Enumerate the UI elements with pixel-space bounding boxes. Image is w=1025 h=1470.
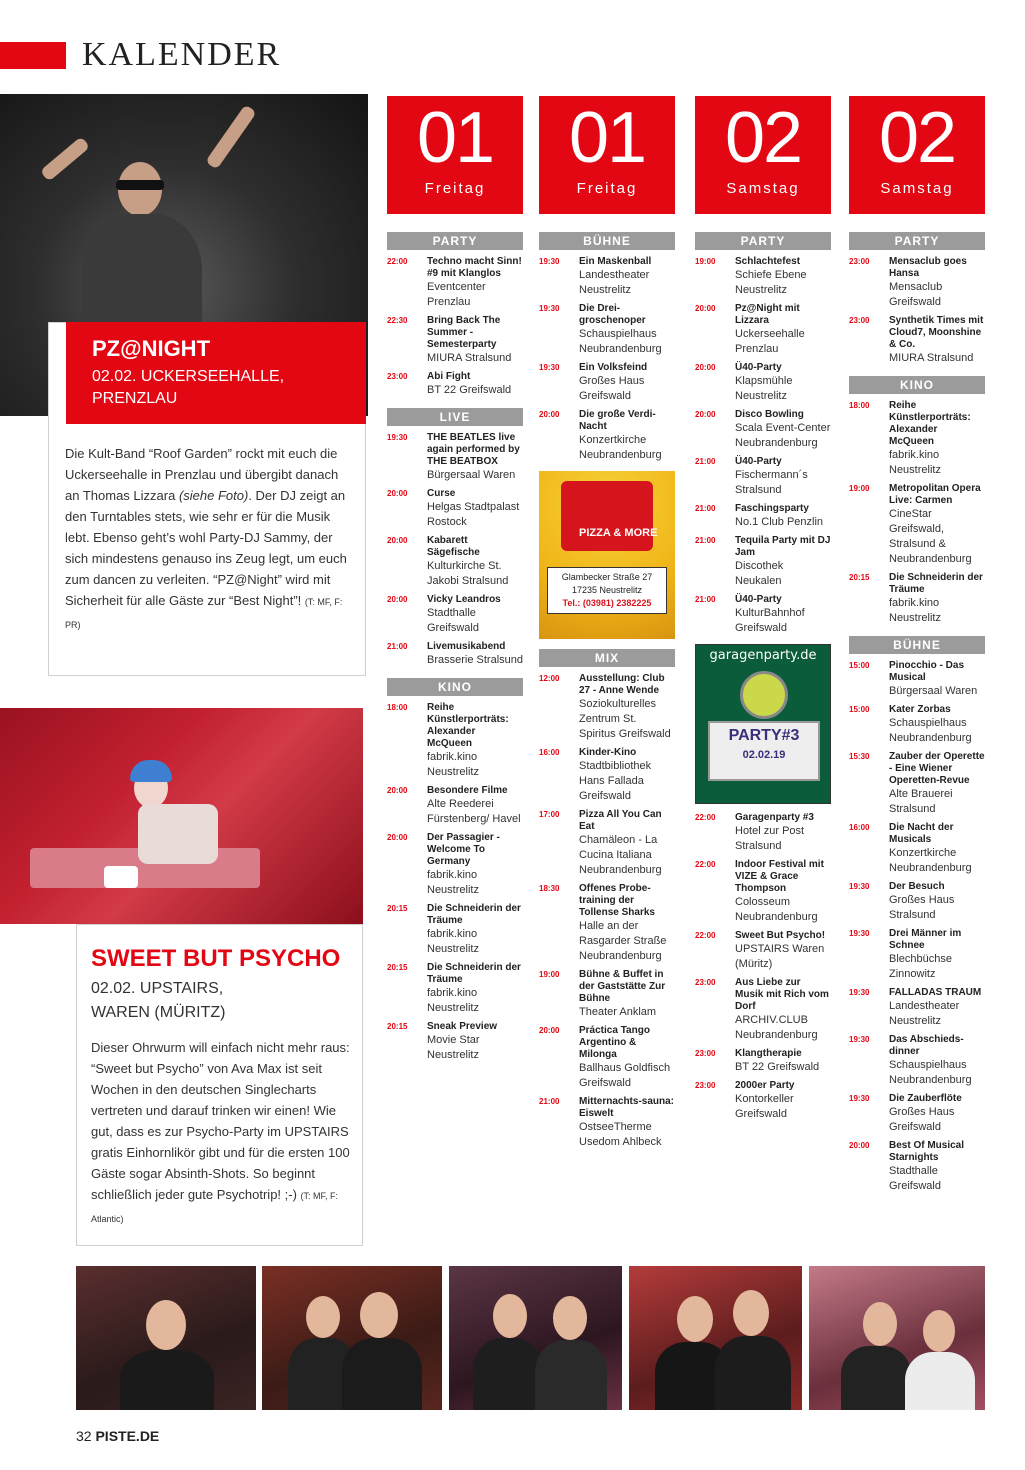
pizza-logo — [561, 481, 653, 551]
event-title: Best Of Musical Starnights — [889, 1140, 965, 1163]
event-title: Ü40-Party — [735, 594, 782, 605]
event-venue: CineStar Greifswald, Stralsund & Neubrandenburg — [889, 508, 972, 565]
event-venue: Bürgersaal Waren — [427, 469, 516, 481]
event-time: 15:00 — [849, 661, 870, 670]
event-title: Die Schneiderin der Träume — [889, 572, 983, 595]
event-time: 21:00 — [695, 504, 716, 513]
event-entry — [387, 1021, 523, 1063]
garagenparty-url: garagenparty.de — [696, 645, 830, 667]
event-title: Curse — [427, 488, 456, 499]
event-entry — [695, 859, 831, 925]
event-venue: Movie Star Neustrelitz — [427, 1034, 480, 1061]
event-title: Reihe Künstlerporträts: Alexander McQueen — [889, 400, 971, 447]
event-entry — [849, 660, 985, 699]
event-venue: Großes Haus Greifswald — [579, 375, 645, 402]
event-venue: KulturBahnhof Greifswald — [735, 607, 805, 634]
event-title: Bring Back The Summer - Semesterparty — [427, 315, 501, 350]
event-venue: ARCHIV.CLUB Neubrandenburg — [735, 1014, 818, 1041]
event-title: Livemusikabend — [427, 641, 506, 652]
event-entry — [695, 409, 831, 451]
event-time: 23:00 — [387, 372, 408, 381]
event-venue: Landestheater Neustrelitz — [579, 269, 650, 296]
feature-pznight-text: Die Kult-Band “Roof Garden” rockt mit euch die Uckerseehalle in Prenzlau und übergibt danach an Thomas Lizzara (siehe Foto). Der DJ zeigt an den Turntables stets, wie sehr er für die Musik lebt. Ebenso geht’s wohl Party-DJ Sammy, der sich mindestens genauso ins Zeug legt, um euch zum dancen zu verleiten. “PZ@Night” wird mit Sicherheit für alle Gäste zur “Best Night”! (T: MF, F: PR) — [65, 446, 347, 630]
event-entry — [387, 702, 523, 780]
event-time: 19:30 — [539, 304, 560, 313]
event-title: Kater Zorbas — [889, 704, 951, 715]
event-entry — [695, 256, 831, 298]
event-venue: fabrik.kino Neustrelitz — [889, 449, 941, 476]
page-title: KALENDER — [82, 36, 282, 73]
party-photo-3 — [449, 1266, 622, 1410]
event-entry — [849, 751, 985, 817]
event-venue: Hotel zur Post Stralsund — [735, 825, 805, 852]
event-title: Abi Fight — [427, 371, 471, 382]
event-venue: Halle an der Rasgarder Straße Neubrandenburg — [579, 920, 667, 962]
event-title: Klangtherapie — [735, 1048, 802, 1059]
event-entry — [849, 704, 985, 746]
event-entry — [849, 572, 985, 626]
category-party: PARTY — [849, 232, 985, 250]
event-time: 22:00 — [695, 860, 716, 869]
event-entry — [849, 987, 985, 1029]
event-venue: Schauspielhaus Neubrandenburg — [889, 717, 972, 744]
event-entry — [695, 535, 831, 589]
page-number: 32 — [76, 1428, 92, 1444]
event-time: 20:00 — [695, 410, 716, 419]
event-title: Pizza All You Can Eat — [579, 809, 662, 832]
event-time: 19:00 — [849, 484, 870, 493]
calendar-column-2 — [539, 232, 675, 1155]
event-title: Sneak Preview — [427, 1021, 498, 1032]
pizza-logo-text: PIZZA & MORE — [579, 527, 658, 539]
event-entry — [695, 503, 831, 530]
calendar-column-3 — [695, 232, 831, 1127]
event-entry — [849, 928, 985, 982]
event-title: Kinder-Kino — [579, 747, 637, 758]
event-time: 15:30 — [849, 752, 870, 761]
date-block-1: 01 Freitag — [387, 96, 523, 214]
event-entry — [387, 488, 523, 530]
event-time: 16:00 — [849, 823, 870, 832]
event-title: Die Schneiderin der Träume — [427, 962, 521, 985]
event-title: Sweet But Psycho! — [735, 930, 826, 941]
event-time: 20:00 — [539, 1026, 560, 1035]
event-title: Ein Volksfeind — [579, 362, 648, 373]
event-entry — [539, 1096, 675, 1150]
event-time: 23:00 — [695, 978, 716, 987]
event-time: 23:00 — [695, 1081, 716, 1090]
event-entry — [387, 832, 523, 898]
event-title: Schlachtefest — [735, 256, 801, 267]
event-venue: Eventcenter Prenzlau — [427, 281, 486, 308]
calendar-column-4 — [849, 232, 985, 1199]
category-live: LIVE — [387, 408, 523, 426]
event-time: 21:00 — [695, 595, 716, 604]
event-time: 22:30 — [387, 316, 408, 325]
event-venue: Bürgersaal Waren — [889, 685, 978, 697]
event-title: Mitternachts-sauna: Eiswelt — [579, 1096, 675, 1119]
event-time: 20:00 — [695, 304, 716, 313]
event-title: Práctica Tango Argentino & Milonga — [579, 1025, 650, 1060]
event-title: Disco Bowling — [735, 409, 804, 420]
event-entry — [695, 362, 831, 404]
event-title: Zauber der Operette - Eine Wiener Operetten-Revue — [889, 751, 985, 786]
event-venue: Großes Haus Greifswald — [889, 1106, 955, 1133]
event-time: 21:00 — [695, 457, 716, 466]
event-entry — [695, 930, 831, 972]
event-time: 19:30 — [849, 1094, 870, 1103]
event-entry — [849, 881, 985, 923]
event-time: 16:00 — [539, 748, 560, 757]
event-entry — [539, 256, 675, 298]
event-venue: Klapsmühle Neustrelitz — [735, 375, 793, 402]
event-time: 18:00 — [387, 703, 408, 712]
party-photo-5 — [809, 1266, 985, 1410]
category-buehne: BÜHNE — [849, 636, 985, 654]
event-time: 22:00 — [695, 813, 716, 822]
event-entry — [387, 315, 523, 366]
event-time: 22:00 — [695, 931, 716, 940]
event-title: Pinocchio - Das Musical — [889, 660, 965, 683]
event-title: Die große Verdi-Nacht — [579, 409, 656, 432]
event-title: Offenes Probe-training der Tollense Sharks — [579, 883, 655, 918]
event-title: 2000er Party — [735, 1080, 795, 1091]
event-title: THE BEATLES live again performed by THE BEATBOX — [427, 432, 520, 467]
event-time: 18:00 — [849, 401, 870, 410]
event-time: 20:00 — [387, 786, 408, 795]
event-time: 19:00 — [695, 257, 716, 266]
event-title: Bühne & Buffet in der Gaststätte Zur Bühne — [579, 969, 666, 1004]
event-title: Ü40-Party — [735, 456, 782, 467]
event-title: Synthetik Times mit Cloud7, Moonshine & Co. — [889, 315, 984, 350]
event-title: Aus Liebe zur Musik mit Rich vom Dorf — [735, 977, 829, 1012]
event-entry — [539, 409, 675, 463]
event-title: Kabarett Sägefische — [427, 535, 480, 558]
event-venue: BT 22 Greifswald — [427, 384, 512, 396]
event-time: 23:00 — [849, 316, 870, 325]
event-title: Techno macht Sinn! #9 mit Klanglos — [427, 256, 522, 279]
event-venue: fabrik.kino Neustrelitz — [889, 597, 941, 624]
event-entry — [387, 535, 523, 589]
event-venue: Theater Anklam — [579, 1006, 657, 1018]
event-entry — [695, 1048, 831, 1075]
event-time: 21:00 — [539, 1097, 560, 1106]
brand-name: PISTE.DE — [95, 1428, 160, 1444]
event-title: Die Zauberflöte — [889, 1093, 962, 1104]
event-title: Die Nacht der Musicals — [889, 822, 954, 845]
event-venue: Soziokulturelles Zentrum St. Spiritus Greifswald — [579, 698, 671, 740]
event-time: 20:15 — [849, 573, 870, 582]
event-time: 20:00 — [849, 1141, 870, 1150]
event-venue: Fischermann´s Stralsund — [735, 469, 808, 496]
category-kino: KINO — [387, 678, 523, 696]
date-block-4: 02 Samstag — [849, 96, 985, 214]
event-title: Vicky Leandros — [427, 594, 501, 605]
event-entry — [849, 1093, 985, 1135]
event-venue: fabrik.kino Neustrelitz — [427, 869, 479, 896]
event-entry — [849, 483, 985, 567]
garagenparty-card: PARTY#3 02.02.19 — [708, 721, 820, 781]
sweet-but-psycho-photo — [0, 708, 363, 924]
event-venue: Ballhaus Goldfisch Greifswald — [579, 1062, 671, 1089]
party-photo-1 — [76, 1266, 256, 1410]
event-venue: Kulturkirche St. Jakobi Stralsund — [427, 560, 509, 587]
event-venue: No.1 Club Penzlin — [735, 516, 824, 528]
event-time: 19:30 — [387, 433, 408, 442]
event-venue: fabrik.kino Neustrelitz — [427, 987, 479, 1014]
feature-pznight-title: PZ@NIGHT — [92, 336, 211, 361]
event-entry — [849, 400, 985, 478]
category-party: PARTY — [695, 232, 831, 250]
event-venue: fabrik.kino Neustrelitz — [427, 751, 479, 778]
event-entry — [387, 256, 523, 310]
event-time: 23:00 — [695, 1049, 716, 1058]
event-title: Metropolitan Opera Live: Carmen — [889, 483, 981, 506]
event-time: 18:30 — [539, 884, 560, 893]
event-entry — [695, 303, 831, 357]
event-time: 19:30 — [539, 363, 560, 372]
event-time: 20:15 — [387, 904, 408, 913]
event-entry — [539, 747, 675, 804]
event-time: 20:00 — [387, 489, 408, 498]
event-venue: Uckerseehalle Prenzlau — [735, 328, 805, 355]
event-entry — [387, 785, 523, 827]
pizza-advertisement — [539, 471, 675, 639]
event-entry — [695, 1080, 831, 1122]
event-title: Pz@Night mit Lizzara — [735, 303, 800, 326]
event-venue: Schiefe Ebene Neustrelitz — [735, 269, 807, 296]
feature-pznight-label — [66, 322, 366, 424]
garagenparty-badge — [740, 671, 788, 719]
event-venue: Schauspielhaus Neubrandenburg — [889, 1059, 972, 1086]
event-time: 19:30 — [849, 882, 870, 891]
event-entry — [849, 822, 985, 876]
event-entry — [387, 903, 523, 957]
feature-psycho-text: Dieser Ohrwurm will einfach nicht mehr raus: “Sweet but Psycho” von Ava Max ist seit Wochen in den deutschen Singlecharts vertreten und darauf trinken wir einen! Wie gut, dass es zur Psycho-Party im UPSTAIRS gratis Einhornlikör gibt und für die ersten 100 Gäste sogar Absinth-Shots. So beginnt schließlich jeder gute Psychotrip! ;-) (T: MF, F: Atlantic) — [91, 1040, 350, 1224]
feature-psycho-subtitle: 02.02. UPSTAIRS, WAREN (MÜRITZ) — [91, 980, 226, 1021]
event-entry — [387, 641, 523, 668]
event-entry — [387, 594, 523, 636]
page-footer — [76, 1428, 159, 1444]
event-time: 21:00 — [695, 536, 716, 545]
event-entry — [387, 962, 523, 1016]
event-time: 19:30 — [849, 929, 870, 938]
event-venue: BT 22 Greifswald — [735, 1061, 820, 1073]
event-time: 21:00 — [387, 642, 408, 651]
event-entry — [539, 362, 675, 404]
event-venue: Schauspielhaus Neubrandenburg — [579, 328, 662, 355]
event-venue: Stadthalle Greifswald — [427, 607, 479, 634]
garagenparty-advertisement — [695, 644, 831, 804]
event-entry — [849, 1140, 985, 1194]
event-time: 19:30 — [849, 988, 870, 997]
event-title: Die Drei-groschenoper — [579, 303, 646, 326]
event-entry — [695, 456, 831, 498]
event-venue: Stadthalle Greifswald — [889, 1165, 941, 1192]
event-venue: Stadtbibliothek Hans Fallada Greifswald — [579, 760, 652, 802]
event-venue: fabrik.kino Neustrelitz — [427, 928, 479, 955]
event-entry — [849, 315, 985, 366]
event-time: 20:15 — [387, 1022, 408, 1031]
event-venue: Scala Event-Center Neubrandenburg — [735, 422, 831, 449]
event-title: Indoor Festival mit VIZE & Grace Thompson — [735, 859, 824, 894]
event-entry — [695, 977, 831, 1043]
event-time: 20:00 — [387, 595, 408, 604]
event-time: 19:30 — [539, 257, 560, 266]
category-mix: MIX — [539, 649, 675, 667]
event-entry — [539, 303, 675, 357]
event-title: Garagenparty #3 — [735, 812, 814, 823]
calendar-column-1 — [387, 232, 523, 1068]
event-venue: OstseeTherme Usedom Ahlbeck — [579, 1121, 662, 1148]
header-accent-bar — [0, 42, 66, 69]
event-entry — [849, 256, 985, 310]
event-venue: Konzertkirche Neubrandenburg — [889, 847, 972, 874]
event-time: 19:30 — [849, 1035, 870, 1044]
event-time: 12:00 — [539, 674, 560, 683]
event-title: Der Passagier - Welcome To Germany — [427, 832, 500, 867]
event-time: 22:00 — [387, 257, 408, 266]
event-time: 20:00 — [695, 363, 716, 372]
category-buehne: BÜHNE — [539, 232, 675, 250]
date-block-2: 01 Freitag — [539, 96, 675, 214]
event-entry — [695, 812, 831, 854]
event-venue: Chamäleon - La Cucina Italiana Neubrandenburg — [579, 834, 662, 876]
event-title: Ein Maskenball — [579, 256, 652, 267]
event-title: Das Abschieds-dinner — [889, 1034, 964, 1057]
event-title: Die Schneiderin der Träume — [427, 903, 521, 926]
event-entry — [539, 883, 675, 964]
event-title: Besondere Filme — [427, 785, 508, 796]
feature-pznight-subtitle: 02.02. UCKERSEEHALLE, PRENZLAU — [92, 368, 285, 407]
event-title: Ü40-Party — [735, 362, 782, 373]
event-entry — [695, 594, 831, 636]
event-title: Reihe Künstlerporträts: Alexander McQueen — [427, 702, 509, 749]
event-venue: Helgas Stadtpalast Rostock — [427, 501, 520, 528]
event-venue: Colosseum Neubrandenburg — [735, 896, 818, 923]
event-time: 20:15 — [387, 963, 408, 972]
category-party: PARTY — [387, 232, 523, 250]
event-venue: UPSTAIRS Waren (Müritz) — [735, 943, 825, 970]
event-title: Faschingsparty — [735, 503, 809, 514]
party-photo-2 — [262, 1266, 442, 1410]
party-photo-4 — [629, 1266, 802, 1410]
event-venue: Discothek Neukalen — [735, 560, 784, 587]
event-time: 19:00 — [539, 970, 560, 979]
event-venue: Landestheater Neustrelitz — [889, 1000, 960, 1027]
event-title: Der Besuch — [889, 881, 945, 892]
category-kino: KINO — [849, 376, 985, 394]
event-venue: Großes Haus Stralsund — [889, 894, 955, 921]
event-entry — [387, 371, 523, 398]
event-venue: Brasserie Stralsund — [427, 654, 523, 666]
date-block-3: 02 Samstag — [695, 96, 831, 214]
pizza-ad-address: Glambecker Straße 27 17235 Neustrelitz Tel.: (03981) 2382225 — [547, 567, 667, 614]
event-time: 23:00 — [849, 257, 870, 266]
event-time: 17:00 — [539, 810, 560, 819]
feature-psycho-title: SWEET BUT PSYCHO — [91, 945, 341, 972]
event-title: FALLADAS TRAUM — [889, 987, 982, 998]
event-time: 20:00 — [539, 410, 560, 419]
event-venue: Alte Reederei Fürstenberg/ Havel — [427, 798, 521, 825]
event-time: 15:00 — [849, 705, 870, 714]
event-venue: Konzertkirche Neubrandenburg — [579, 434, 662, 461]
event-title: Ausstellung: Club 27 - Anne Wende — [579, 673, 665, 696]
event-venue: Mensaclub Greifswald — [889, 281, 943, 308]
event-title: Drei Männer im Schnee — [889, 928, 962, 951]
event-entry — [539, 809, 675, 878]
event-venue: MIURA Stralsund — [427, 352, 512, 364]
event-venue: MIURA Stralsund — [889, 352, 974, 364]
feature-psycho-box — [76, 924, 363, 1246]
event-time: 20:00 — [387, 833, 408, 842]
event-venue: Alte Brauerei Stralsund — [889, 788, 953, 815]
event-entry — [539, 969, 675, 1020]
event-title: Mensaclub goes Hansa — [889, 256, 967, 279]
event-venue: Blechbüchse Zinnowitz — [889, 953, 952, 980]
event-time: 20:00 — [387, 536, 408, 545]
event-entry — [539, 673, 675, 742]
event-venue: Kontorkeller Greifswald — [735, 1093, 794, 1120]
event-title: Tequila Party mit DJ Jam — [735, 535, 831, 558]
event-entry — [849, 1034, 985, 1088]
event-entry — [387, 432, 523, 483]
event-entry — [539, 1025, 675, 1091]
